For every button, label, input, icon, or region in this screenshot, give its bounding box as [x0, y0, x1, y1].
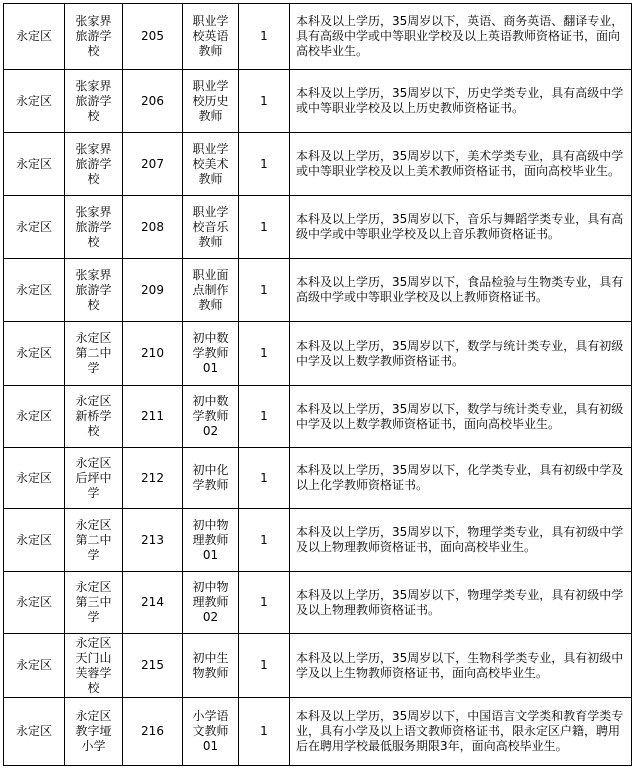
unit-cell: 永定区第二中学: [65, 509, 123, 572]
unit-cell: 永定区教字垭小学: [65, 698, 123, 766]
table-row: [4, 572, 632, 634]
hire-count-cell: 1: [239, 572, 290, 634]
table-row: [4, 70, 632, 133]
position-name-cell: 初中物理教师01: [183, 509, 239, 572]
position-name-cell: 初中生物教师: [183, 634, 239, 698]
position-name-cell: 职业面点制作教师: [183, 259, 239, 322]
hire-count-cell: 1: [239, 133, 290, 196]
hire-count-cell: 1: [239, 322, 290, 386]
requirement-cell: 本科及以上学历，35周岁以下，美术学类专业，具有高级中学或中等职业学校及以上美术教师资格证书，面向高校毕业生。: [290, 133, 632, 196]
recruitment-table: [3, 3, 632, 766]
district-cell: 永定区: [4, 70, 65, 133]
position-name-cell: 初中化学教师: [183, 448, 239, 509]
hire-count-cell: 1: [239, 196, 290, 259]
requirement-cell: 本科及以上学历，35周岁以下，中国语言文学类和教育学类专业，具有小学及以上语文教师资格证书，限永定区户籍，聘用后在聘用学校最低服务期限3年，面向高校毕业生。: [290, 698, 632, 766]
hire-count-cell: 1: [239, 70, 290, 133]
position-code-cell: 205: [123, 4, 183, 70]
district-cell: 永定区: [4, 133, 65, 196]
requirement-cell: 本科及以上学历，35周岁以下，音乐与舞蹈学类专业，具有高级中学或中等职业学校及以上音乐教师资格证书。: [290, 196, 632, 259]
position-code-cell: 215: [123, 634, 183, 698]
position-name-cell: 职业学校音乐教师: [183, 196, 239, 259]
unit-cell: 张家界旅游学校: [65, 70, 123, 133]
district-cell: 永定区: [4, 634, 65, 698]
table-row: [4, 4, 632, 70]
unit-cell: 张家界旅游学校: [65, 259, 123, 322]
position-name-cell: 小学语文教师01: [183, 698, 239, 766]
requirement-cell: 本科及以上学历，35周岁以下，食品检验与生物类专业，具有高级中学或中等职业学校及以上教师资格证书。: [290, 259, 632, 322]
district-cell: 永定区: [4, 448, 65, 509]
requirement-cell: 本科及以上学历，35周岁以下，物理学类专业，具有初级中学及以上物理教师资格证书，面向高校毕业生。: [290, 509, 632, 572]
hire-count-cell: 1: [239, 448, 290, 509]
district-cell: 永定区: [4, 259, 65, 322]
position-code-cell: 212: [123, 448, 183, 509]
requirement-cell: 本科及以上学历，35周岁以下，英语、商务英语、翻译专业，具有高级中学或中等职业学校及以上英语教师资格证书，面向高校毕业生。: [290, 4, 632, 70]
position-code-cell: 208: [123, 196, 183, 259]
position-code-cell: 213: [123, 509, 183, 572]
hire-count-cell: 1: [239, 4, 290, 70]
district-cell: 永定区: [4, 322, 65, 386]
hire-count-cell: 1: [239, 386, 290, 448]
requirement-cell: 本科及以上学历，35周岁以下，物理学类专业，具有初级中学及以上物理教师资格证书。: [290, 572, 632, 634]
requirement-cell: 本科及以上学历，35周岁以下，数学与统计类专业，具有初级中学及以上数学教师资格证书。: [290, 322, 632, 386]
position-code-cell: 214: [123, 572, 183, 634]
position-name-cell: 初中数学教师02: [183, 386, 239, 448]
table-row: [4, 196, 632, 259]
hire-count-cell: 1: [239, 698, 290, 766]
unit-cell: 张家界旅游学校: [65, 133, 123, 196]
position-code-cell: 210: [123, 322, 183, 386]
district-cell: 永定区: [4, 196, 65, 259]
table-body: [4, 4, 632, 766]
position-code-cell: 216: [123, 698, 183, 766]
position-code-cell: 209: [123, 259, 183, 322]
unit-cell: 永定区第三中学: [65, 572, 123, 634]
position-code-cell: 211: [123, 386, 183, 448]
district-cell: 永定区: [4, 509, 65, 572]
table-row: [4, 386, 632, 448]
requirement-cell: 本科及以上学历，35周岁以下，历史学类专业，具有高级中学或中等职业学校及以上历史教师资格证书。: [290, 70, 632, 133]
unit-cell: 永定区新桥学校: [65, 386, 123, 448]
position-name-cell: 职业学校历史教师: [183, 70, 239, 133]
unit-cell: 永定区后坪中学: [65, 448, 123, 509]
district-cell: 永定区: [4, 386, 65, 448]
table-row: [4, 448, 632, 509]
position-name-cell: 初中数学教师01: [183, 322, 239, 386]
table-row: [4, 634, 632, 698]
table-row: [4, 259, 632, 322]
position-code-cell: 206: [123, 70, 183, 133]
district-cell: 永定区: [4, 4, 65, 70]
table-row: [4, 322, 632, 386]
requirement-cell: 本科及以上学历，35周岁以下，化学类专业，具有初级中学及以上化学教师资格证书。: [290, 448, 632, 509]
district-cell: 永定区: [4, 572, 65, 634]
position-name-cell: 职业学校美术教师: [183, 133, 239, 196]
unit-cell: 张家界旅游学校: [65, 196, 123, 259]
unit-cell: 永定区天门山芙蓉学校: [65, 634, 123, 698]
unit-cell: 永定区第二中学: [65, 322, 123, 386]
district-cell: 永定区: [4, 698, 65, 766]
position-code-cell: 207: [123, 133, 183, 196]
table-row: [4, 133, 632, 196]
hire-count-cell: 1: [239, 634, 290, 698]
requirement-cell: 本科及以上学历，35周岁以下，生物科学类专业，具有初级中学及以上生物教师资格证书，面向高校毕业生。: [290, 634, 632, 698]
table-row: [4, 698, 632, 766]
unit-cell: 张家界旅游学校: [65, 4, 123, 70]
hire-count-cell: 1: [239, 259, 290, 322]
table-row: [4, 509, 632, 572]
hire-count-cell: 1: [239, 509, 290, 572]
requirement-cell: 本科及以上学历，35周岁以下，数学与统计类专业，具有初级中学及以上数学教师资格证书，面向高校毕业生。: [290, 386, 632, 448]
position-name-cell: 初中物理教师02: [183, 572, 239, 634]
position-name-cell: 职业学校英语教师: [183, 4, 239, 70]
